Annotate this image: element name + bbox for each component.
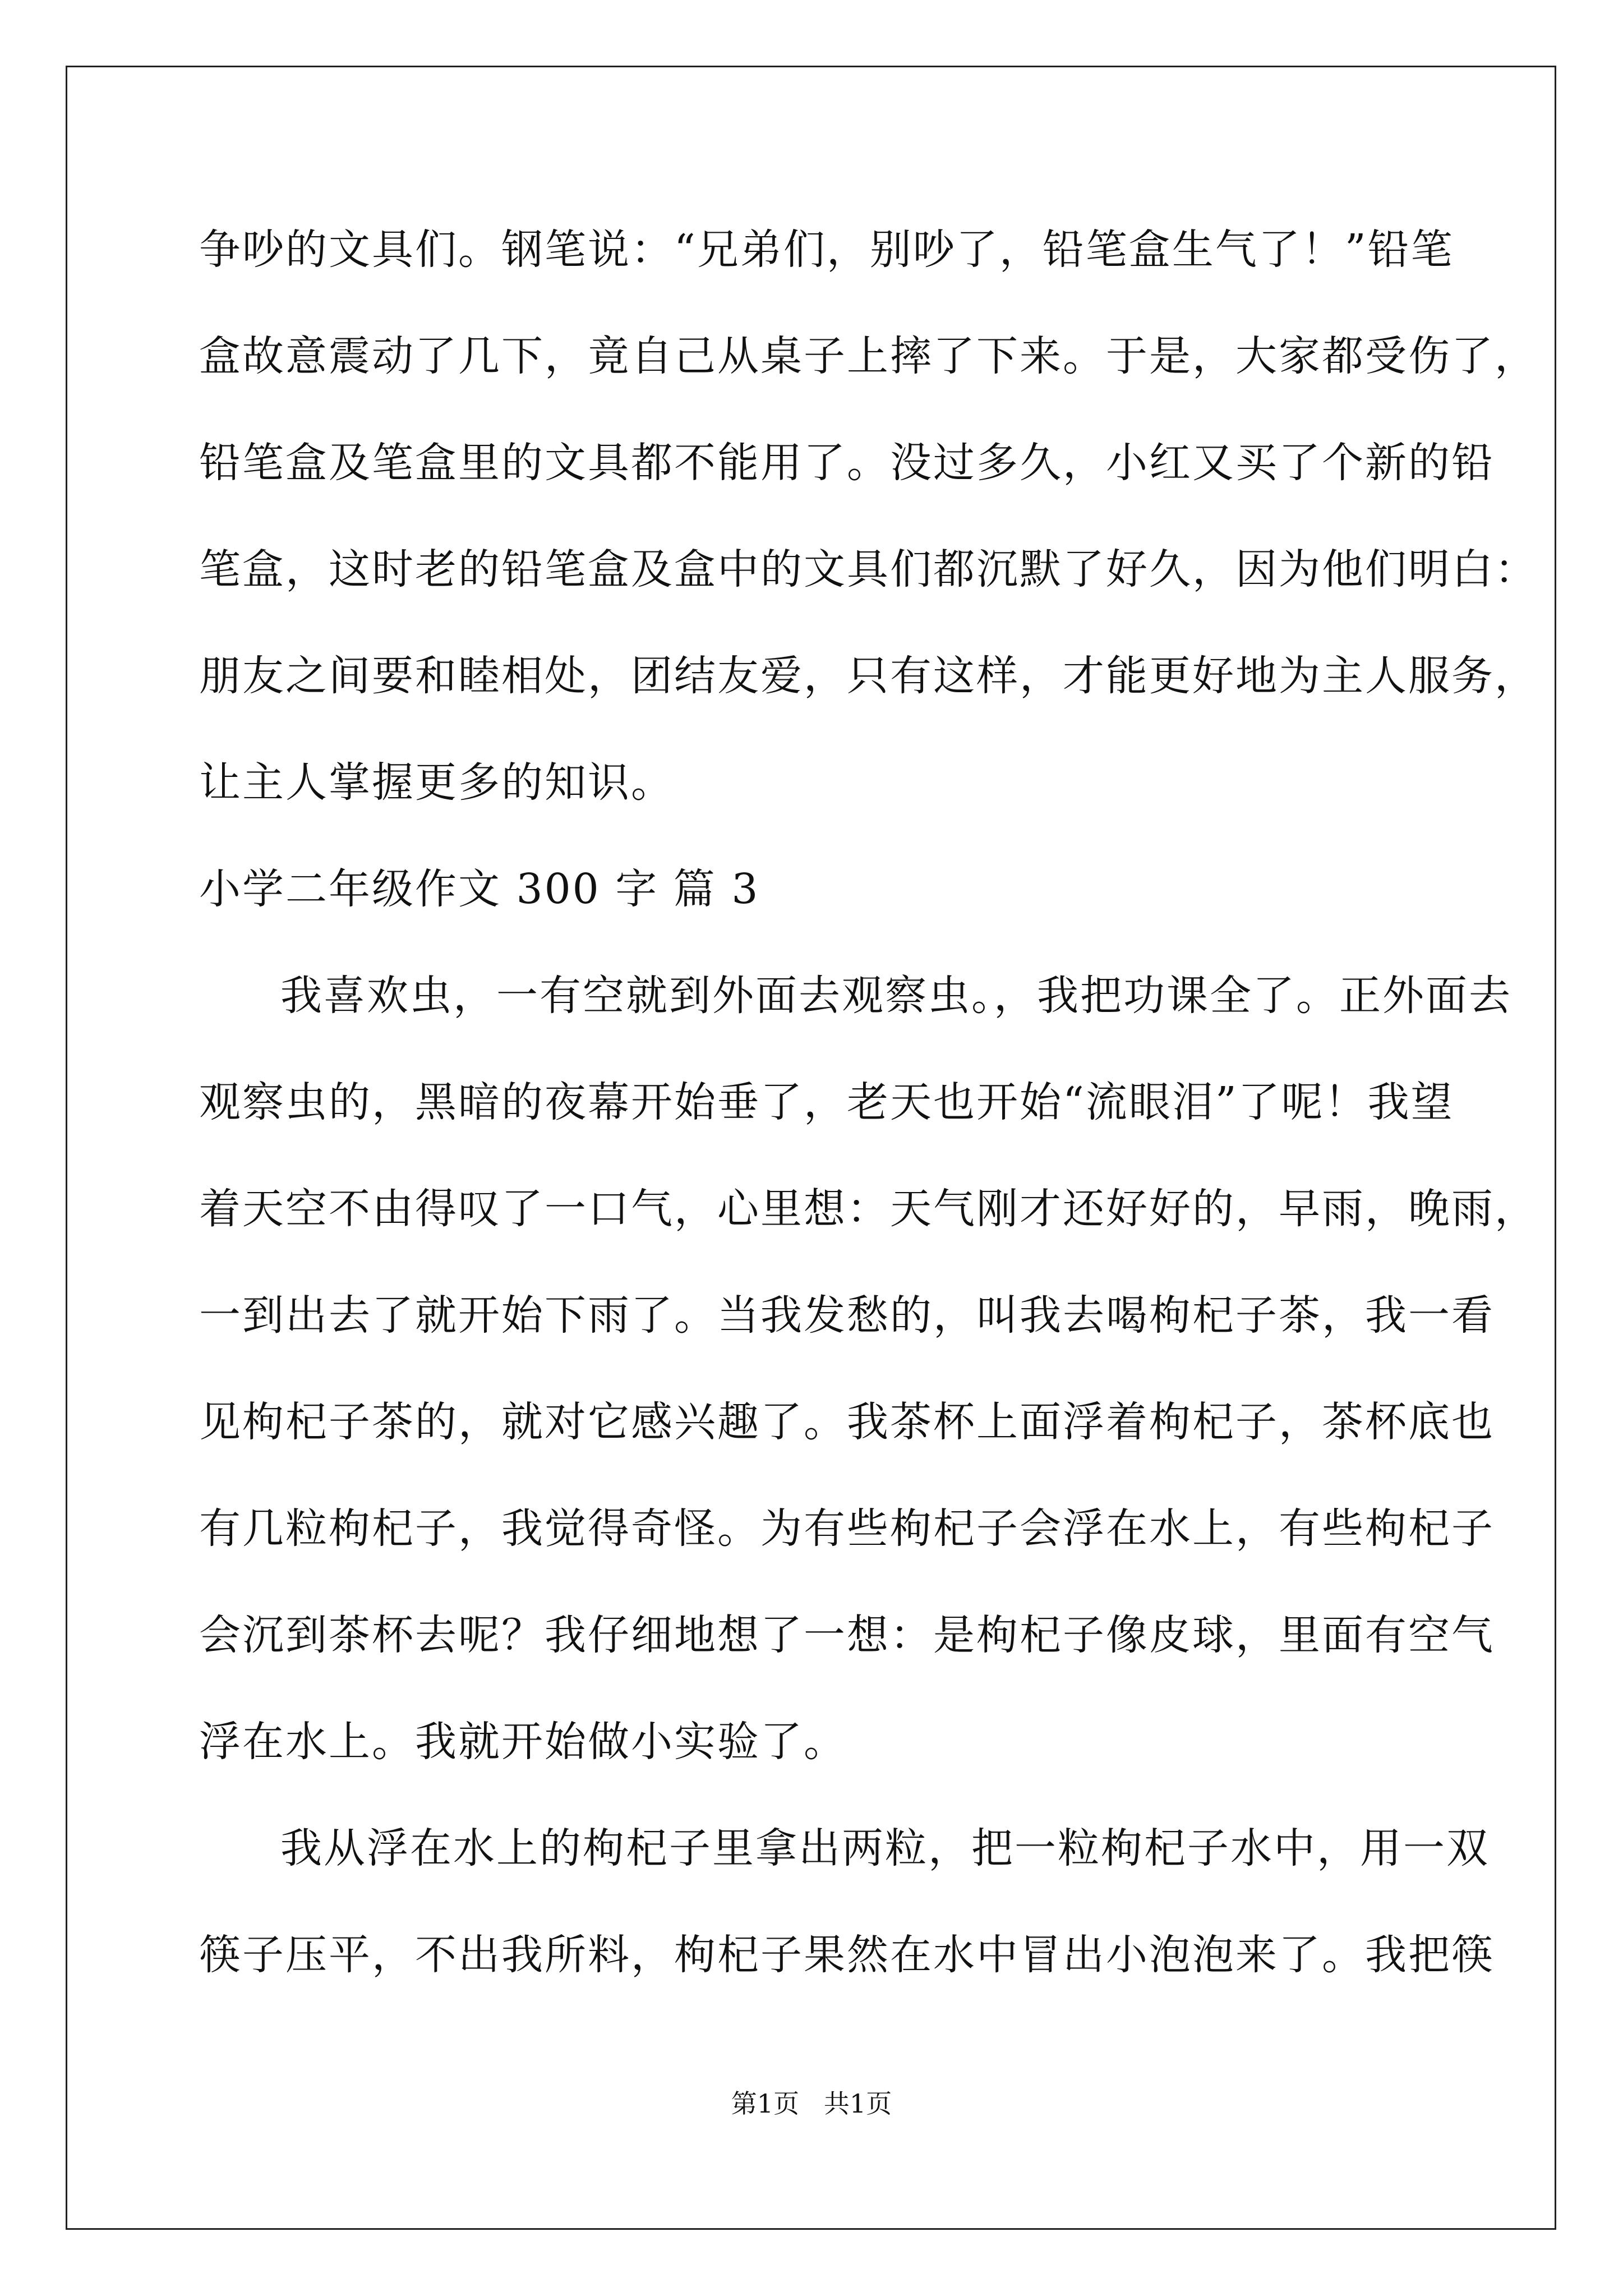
text-line: 见枸杞子茶的，就对它感兴趣了。我茶杯上面浮着枸杞子，茶杯底也 xyxy=(199,1398,1495,1446)
text-line: 铅笔盒及笔盒里的文具都不能用了。没过多久，小红又买了个新的铅 xyxy=(199,439,1495,487)
section-heading: 小学二年级作文 300 字 篇 3 xyxy=(199,865,760,913)
page-footer: 第1页 共1页 xyxy=(731,2088,892,2119)
text-line: 浮在水上。我就开始做小实验了。 xyxy=(199,1718,847,1766)
text-line: 我喜欢虫，一有空就到外面去观察虫。，我把功课全了。正外面去 xyxy=(280,972,1512,1020)
text-line: 一到出去了就开始下雨了。当我发愁的，叫我去喝枸杞子茶，我一看 xyxy=(199,1291,1495,1340)
page-border xyxy=(66,66,1556,2230)
text-line: 朋友之间要和睦相处，团结友爱，只有这样，才能更好地为主人服务， xyxy=(199,652,1538,700)
text-line: 让主人掌握更多的知识。 xyxy=(199,758,674,807)
text-line: 争吵的文具们。钢笔说：“兄弟们，别吵了，铅笔盒生气了！”铅笔 xyxy=(199,226,1454,274)
text-line: 筷子压平，不出我所料，枸杞子果然在水中冒出小泡泡来了。我把筷 xyxy=(199,1931,1495,1979)
text-line: 我从浮在水上的枸杞子里拿出两粒，把一粒枸杞子水中，用一双 xyxy=(280,1824,1490,1872)
text-line: 着天空不由得叹了一口气，心里想：天气刚才还好好的，早雨，晚雨， xyxy=(199,1185,1538,1233)
text-line: 盒故意震动了几下，竟自己从桌子上摔了下来。于是，大家都受伤了， xyxy=(199,332,1538,380)
text-line: 笔盒，这时老的铅笔盒及盒中的文具们都沉默了好久，因为他们明白： xyxy=(199,545,1538,593)
text-line: 会沉到茶杯去呢？我仔细地想了一想：是枸杞子像皮球，里面有空气 xyxy=(199,1611,1495,1659)
text-line: 观察虫的，黑暗的夜幕开始垂了，老天也开始“流眼泪”了呢！我望 xyxy=(199,1078,1454,1126)
text-line: 有几粒枸杞子，我觉得奇怪。为有些枸杞子会浮在水上，有些枸杞子 xyxy=(199,1504,1495,1553)
